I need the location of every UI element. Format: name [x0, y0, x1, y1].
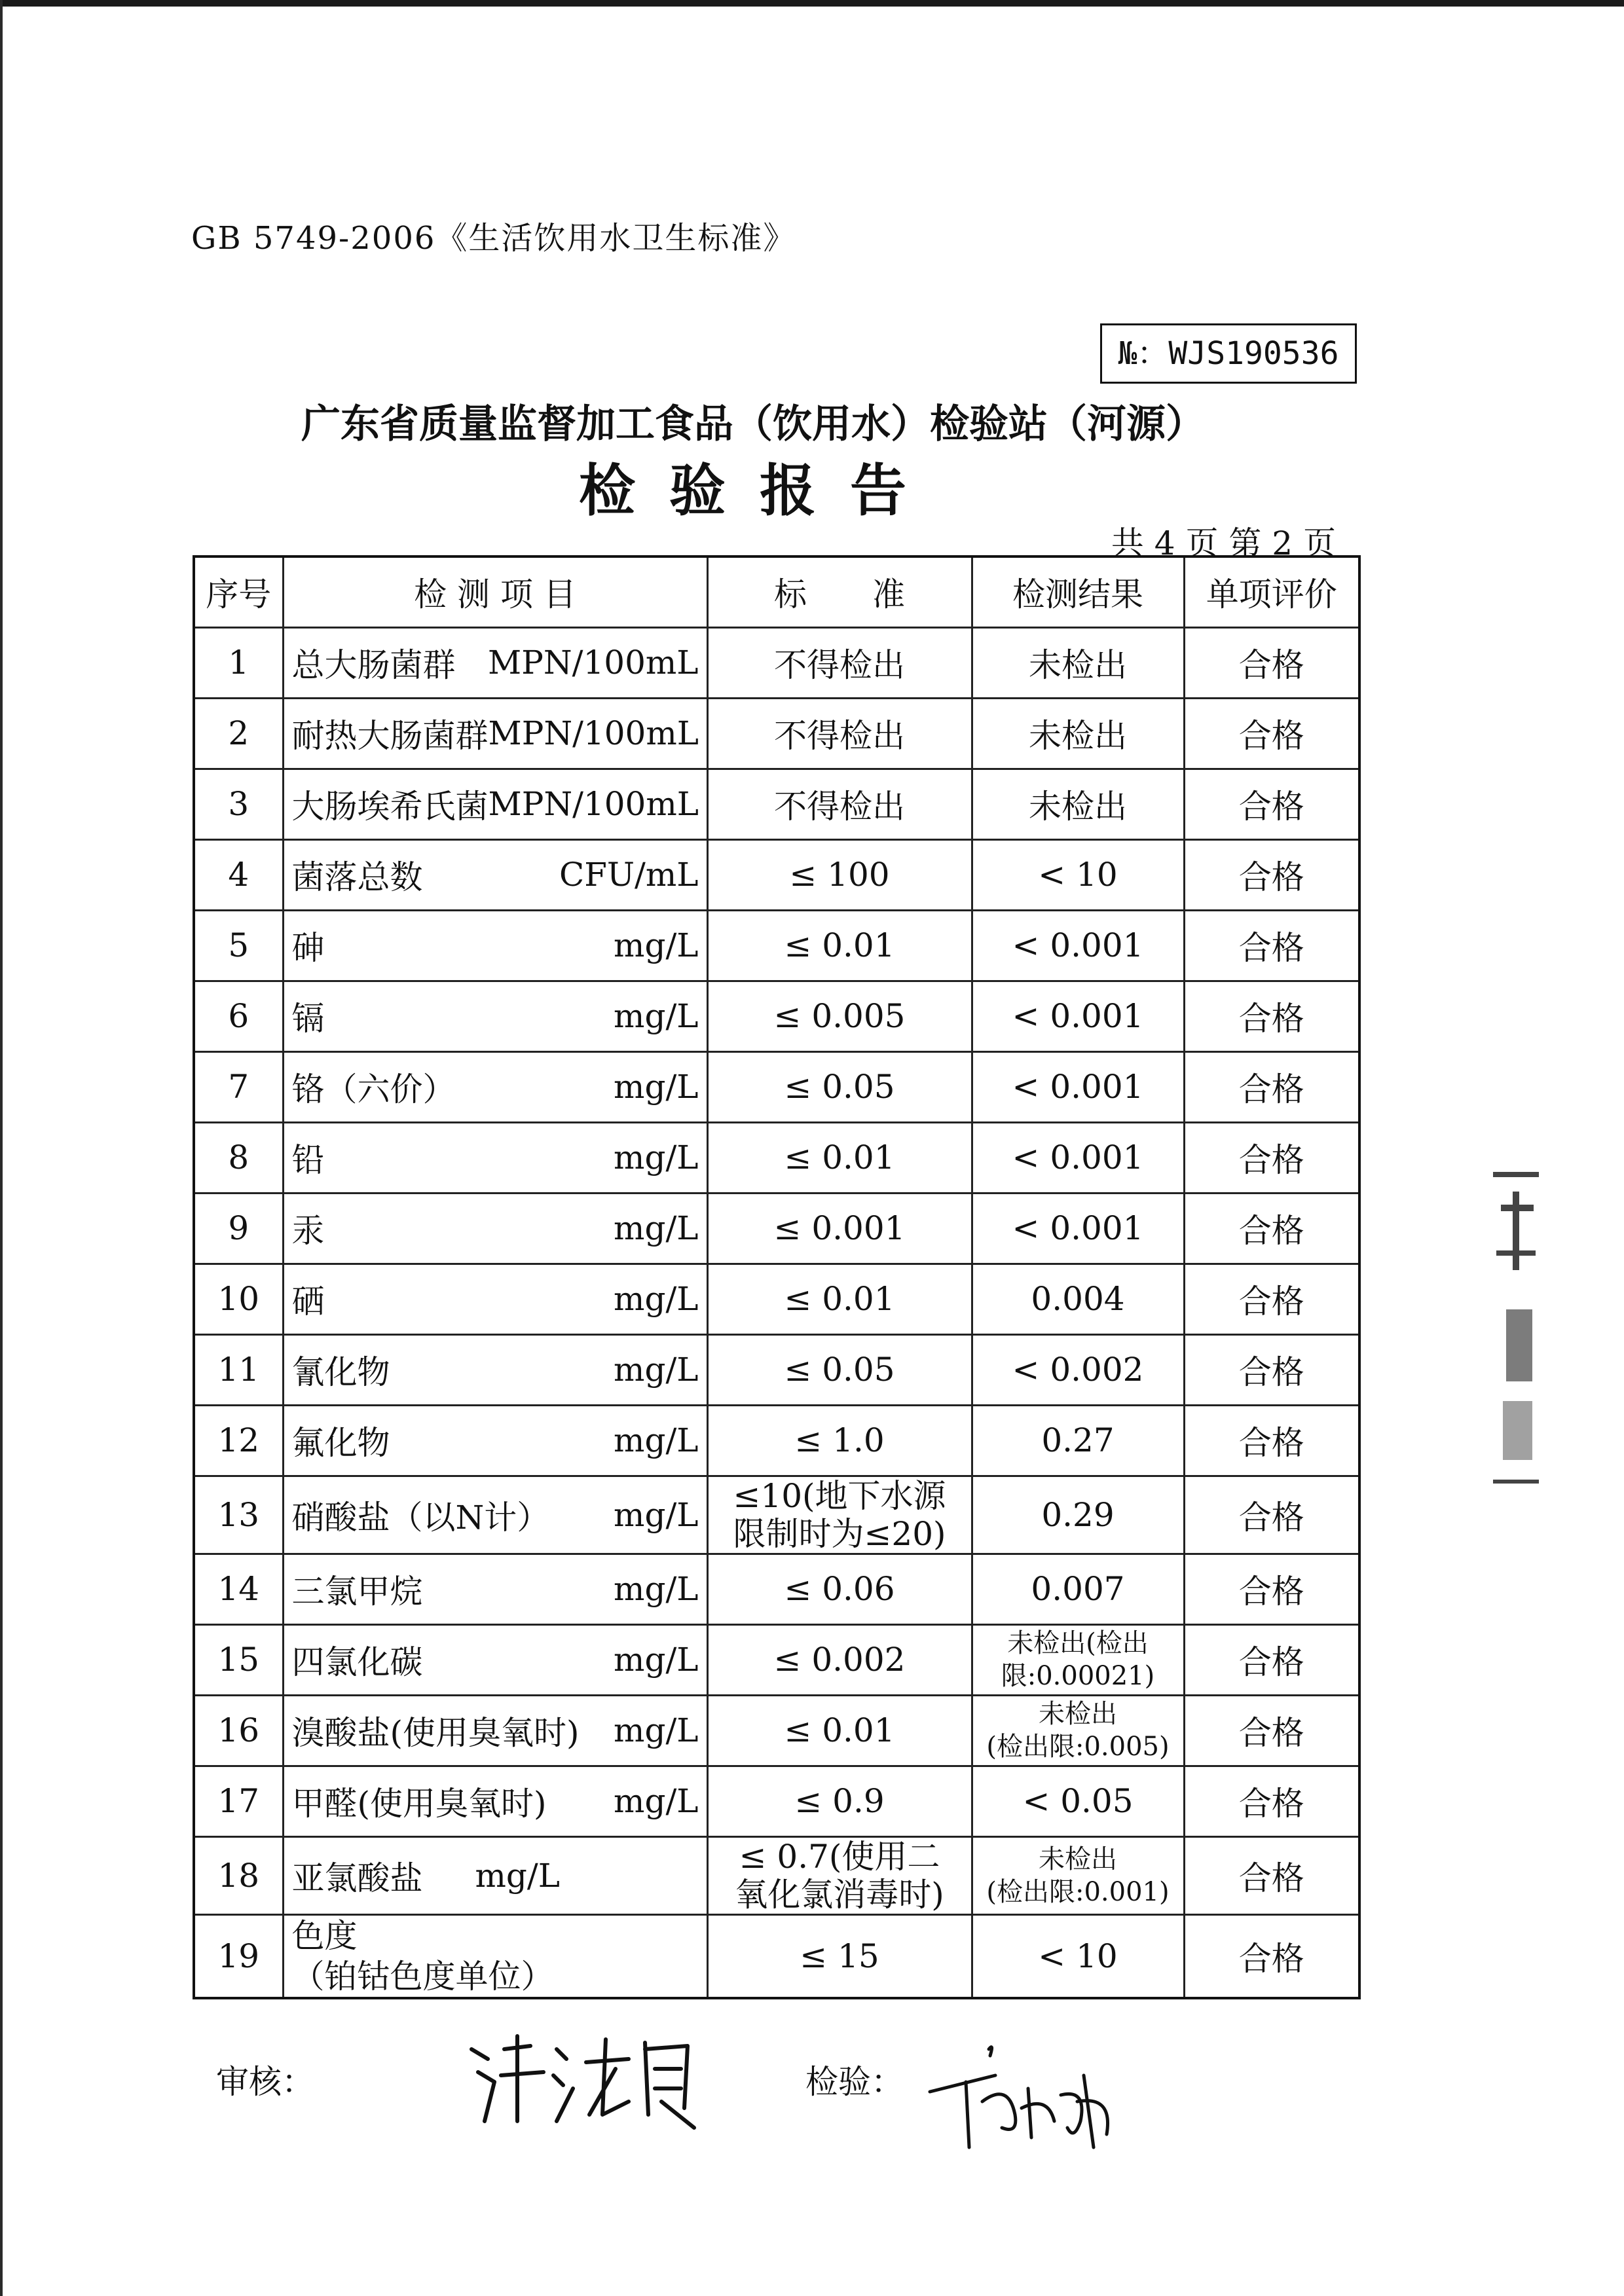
item-name: 溴酸盐(使用臭氧时)	[291, 1714, 580, 1752]
standard-reference: GB 5749-2006《生活饮用水卫生标准》	[191, 220, 796, 257]
table-row	[194, 839, 1359, 910]
item-unit: mg/L	[475, 1856, 560, 1895]
result-line-2: (检出限:0.005)	[986, 1732, 1170, 1762]
item-name: 总大肠菌群	[291, 646, 456, 684]
report-number-box: №：WJS190536	[1100, 323, 1357, 384]
row-standard: ≤ 0.05	[707, 1051, 972, 1122]
inspector-label: 检验：	[805, 2063, 904, 2101]
item-unit: MPN/100mL	[488, 785, 699, 823]
row-item	[283, 1554, 707, 1624]
row-item	[283, 1334, 707, 1405]
item-name: 亚氯酸盐	[291, 1859, 423, 1897]
row-result: < 10	[972, 839, 1184, 910]
item-unit: mg/L	[614, 1641, 699, 1679]
row-evaluation: 合格	[1184, 627, 1359, 698]
item-name: 甲醛(使用臭氧时)	[291, 1785, 547, 1823]
item-name: 四氯化碳	[291, 1643, 423, 1681]
header-seq: 序号	[194, 556, 283, 627]
row-seq: 4	[194, 839, 283, 910]
item-unit: mg/L	[614, 1421, 699, 1459]
item-unit: CFU/mL	[559, 856, 699, 894]
row-standard: ≤ 100	[707, 839, 972, 910]
table-row	[194, 1051, 1359, 1122]
item-name: 耐热大肠菌群	[291, 717, 489, 755]
row-seq: 16	[194, 1695, 283, 1766]
row-standard: 不得检出	[707, 769, 972, 839]
item-name: 氰化物	[291, 1353, 390, 1391]
row-item	[283, 698, 707, 769]
table-row	[194, 1914, 1359, 1998]
row-standard: ≤ 0.01	[707, 910, 972, 981]
row-result	[972, 1695, 1184, 1766]
row-evaluation: 合格	[1184, 1836, 1359, 1914]
row-evaluation: 合格	[1184, 1624, 1359, 1695]
organization-title: 广东省质量监督加工食品（饮用水）检验站（河源）	[301, 401, 1205, 447]
item-name: 三氯甲烷	[291, 1573, 423, 1611]
table-row	[194, 1405, 1359, 1476]
item-unit: MPN/100mL	[488, 714, 699, 752]
row-result: < 0.05	[972, 1766, 1184, 1836]
row-item	[283, 1624, 707, 1695]
item-unit: MPN/100mL	[488, 644, 699, 682]
table-row	[194, 1476, 1359, 1554]
table-row	[194, 1836, 1359, 1914]
result-line-1: 未检出(检出	[1007, 1628, 1149, 1658]
table-row	[194, 698, 1359, 769]
row-result: < 0.001	[972, 910, 1184, 981]
table-row	[194, 1695, 1359, 1766]
row-seq: 6	[194, 981, 283, 1051]
standard-line-2: 限制时为≤20)	[733, 1514, 946, 1553]
seam-stamp-fragment	[1493, 1165, 1545, 1493]
scan-edge-top	[0, 0, 1624, 7]
table-row	[194, 1264, 1359, 1334]
item-unit: mg/L	[614, 997, 699, 1035]
row-standard: ≤ 0.001	[707, 1193, 972, 1264]
row-result: < 0.002	[972, 1334, 1184, 1405]
row-evaluation: 合格	[1184, 1051, 1359, 1122]
row-evaluation: 合格	[1184, 698, 1359, 769]
item-name: 大肠埃希氏菌	[291, 788, 489, 826]
table-row	[194, 769, 1359, 839]
item-name: 铬（六价）	[291, 1070, 456, 1108]
table-row	[194, 1122, 1359, 1193]
row-seq: 8	[194, 1122, 283, 1193]
row-seq: 14	[194, 1554, 283, 1624]
row-item	[283, 981, 707, 1051]
item-name: 铅	[291, 1141, 325, 1179]
row-evaluation: 合格	[1184, 1193, 1359, 1264]
document-title: 检验报告	[579, 458, 940, 524]
row-result: 未检出	[972, 769, 1184, 839]
item-unit: mg/L	[614, 926, 699, 964]
row-evaluation: 合格	[1184, 1264, 1359, 1334]
table-header-row	[194, 556, 1359, 627]
table-row	[194, 1766, 1359, 1836]
item-name: 硝酸盐（以N计）	[291, 1498, 550, 1537]
row-item	[283, 1766, 707, 1836]
row-result: 0.27	[972, 1405, 1184, 1476]
row-standard: ≤ 0.9	[707, 1766, 972, 1836]
item-name: 氟化物	[291, 1424, 390, 1462]
row-item	[283, 1476, 707, 1554]
row-seq: 11	[194, 1334, 283, 1405]
row-evaluation: 合格	[1184, 910, 1359, 981]
row-standard	[707, 1476, 972, 1554]
row-evaluation: 合格	[1184, 981, 1359, 1051]
row-seq: 15	[194, 1624, 283, 1695]
row-seq: 3	[194, 769, 283, 839]
row-seq: 9	[194, 1193, 283, 1264]
row-seq: 12	[194, 1405, 283, 1476]
row-standard: 不得检出	[707, 627, 972, 698]
table-row	[194, 1334, 1359, 1405]
row-standard: ≤ 0.01	[707, 1695, 972, 1766]
row-result: < 0.001	[972, 1193, 1184, 1264]
item-name: 菌落总数	[291, 858, 423, 896]
row-item	[283, 1836, 707, 1914]
item-unit: mg/L	[614, 1711, 699, 1749]
row-evaluation: 合格	[1184, 1914, 1359, 1998]
row-result: < 0.001	[972, 981, 1184, 1051]
item-unit: mg/L	[614, 1068, 699, 1106]
row-standard: ≤ 0.002	[707, 1624, 972, 1695]
row-evaluation: 合格	[1184, 1766, 1359, 1836]
standard-line-1: ≤ 0.7(使用二	[739, 1837, 940, 1876]
row-standard: ≤ 0.005	[707, 981, 972, 1051]
row-standard: 不得检出	[707, 698, 972, 769]
item-name: 砷	[291, 929, 325, 967]
item-name-line-1: 色度	[291, 1916, 358, 1955]
row-evaluation: 合格	[1184, 1122, 1359, 1193]
row-standard: ≤ 0.01	[707, 1122, 972, 1193]
item-name-line-2: （铂钴色度单位）	[291, 1957, 554, 1995]
row-standard: ≤ 0.05	[707, 1334, 972, 1405]
row-result: 0.007	[972, 1554, 1184, 1624]
table-row	[194, 627, 1359, 698]
row-result: 0.004	[972, 1264, 1184, 1334]
row-evaluation: 合格	[1184, 1405, 1359, 1476]
row-seq: 13	[194, 1476, 283, 1554]
reviewer-signature	[458, 2023, 707, 2134]
row-result	[972, 1624, 1184, 1695]
item-name: 镉	[291, 1000, 325, 1038]
item-unit: mg/L	[614, 1209, 699, 1247]
results-table	[193, 555, 1361, 1999]
table-row	[194, 1624, 1359, 1695]
table-row	[194, 1554, 1359, 1624]
header-evaluation: 单项评价	[1184, 556, 1359, 627]
row-result: 未检出	[972, 698, 1184, 769]
row-evaluation: 合格	[1184, 1695, 1359, 1766]
row-result: 未检出	[972, 627, 1184, 698]
item-unit: mg/L	[614, 1280, 699, 1318]
row-item	[283, 769, 707, 839]
row-seq: 1	[194, 627, 283, 698]
row-result: < 0.001	[972, 1051, 1184, 1122]
row-standard	[707, 1836, 972, 1914]
row-seq: 19	[194, 1914, 283, 1998]
scan-edge-left	[0, 0, 3, 2296]
row-standard: ≤ 1.0	[707, 1405, 972, 1476]
row-result: < 0.001	[972, 1122, 1184, 1193]
row-item	[283, 1914, 707, 1998]
row-result	[972, 1836, 1184, 1914]
table-row	[194, 910, 1359, 981]
row-seq: 18	[194, 1836, 283, 1914]
row-item	[283, 1193, 707, 1264]
item-unit: mg/L	[614, 1351, 699, 1389]
row-evaluation: 合格	[1184, 1476, 1359, 1554]
row-seq: 17	[194, 1766, 283, 1836]
row-standard: ≤ 0.01	[707, 1264, 972, 1334]
item-unit: mg/L	[614, 1495, 699, 1534]
row-item	[283, 1695, 707, 1766]
item-name: 汞	[291, 1212, 325, 1250]
table-row	[194, 1193, 1359, 1264]
item-unit: mg/L	[614, 1782, 699, 1820]
row-evaluation: 合格	[1184, 1334, 1359, 1405]
item-name: 硒	[291, 1283, 325, 1321]
header-result: 检测结果	[972, 556, 1184, 627]
row-evaluation: 合格	[1184, 769, 1359, 839]
inspector-signature	[917, 2030, 1126, 2160]
row-result: 0.29	[972, 1476, 1184, 1554]
row-result: < 10	[972, 1914, 1184, 1998]
page-indicator: 共 4 页 第 2 页	[1111, 524, 1336, 562]
result-line-1: 未检出	[1039, 1844, 1117, 1874]
row-standard: ≤ 15	[707, 1914, 972, 1998]
header-item: 检 测 项 目	[283, 556, 707, 627]
row-item	[283, 1264, 707, 1334]
row-evaluation: 合格	[1184, 1554, 1359, 1624]
item-unit: mg/L	[614, 1570, 699, 1608]
result-line-1: 未检出	[1039, 1699, 1117, 1729]
table-row	[194, 981, 1359, 1051]
row-standard: ≤ 0.06	[707, 1554, 972, 1624]
row-item	[283, 627, 707, 698]
header-standard: 标 准	[707, 556, 972, 627]
item-unit: mg/L	[614, 1139, 699, 1176]
row-item	[283, 910, 707, 981]
row-item	[283, 1405, 707, 1476]
row-seq: 5	[194, 910, 283, 981]
row-item	[283, 839, 707, 910]
standard-line-2: 氧化氯消毒时)	[735, 1875, 944, 1914]
standard-line-1: ≤10(地下水源	[733, 1476, 946, 1515]
row-seq: 10	[194, 1264, 283, 1334]
result-line-2: (检出限:0.001)	[986, 1876, 1170, 1907]
reviewer-label: 审核：	[216, 2063, 314, 2101]
row-seq: 7	[194, 1051, 283, 1122]
result-line-2: 限:0.00021)	[1001, 1661, 1155, 1691]
row-item	[283, 1122, 707, 1193]
row-evaluation: 合格	[1184, 839, 1359, 910]
row-seq: 2	[194, 698, 283, 769]
row-item	[283, 1051, 707, 1122]
